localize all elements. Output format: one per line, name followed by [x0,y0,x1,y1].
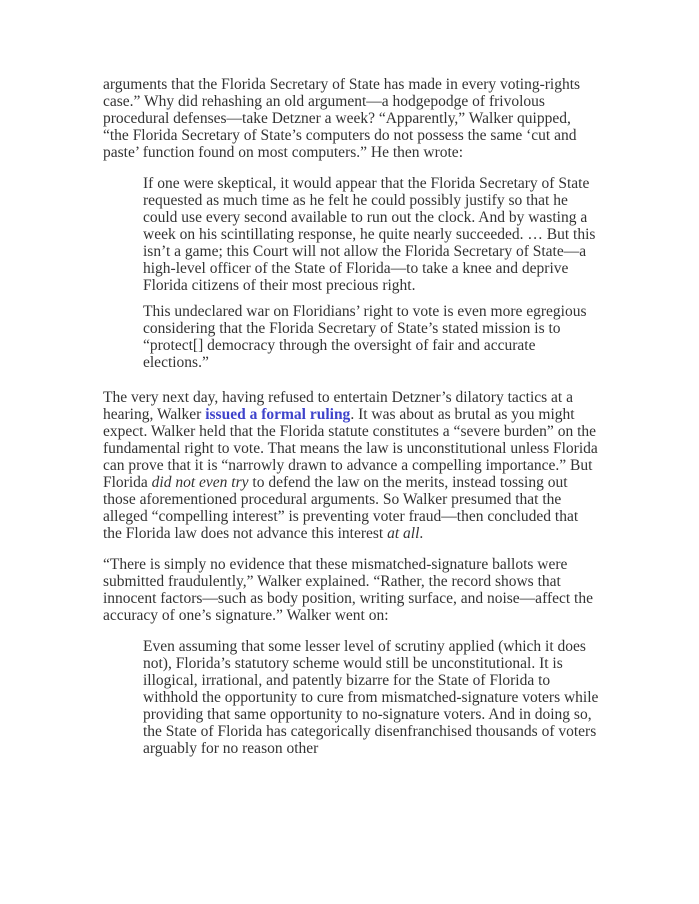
emphasis-text: did not even try [151,474,249,491]
blockquote-paragraph [143,175,600,294]
paragraph [103,76,600,161]
text-run: “There is simply no evidence that these mismatched-signature ballots were submitted fraudulently,” Walker explained. “Rather, the record shows that innocent factors—such as body position, writing surface, and noise—affect the accuracy of one’s signature.” Walker went on: [103,556,593,624]
text-run: to defend the law on the merits, instead tossing out those aforementioned procedural arguments. So Walker presumed that the alleged “compelling interest” is preventing voter fraud—then concluded that the Florida law does not advance this interest [103,474,579,542]
blockquote-paragraph [143,638,600,757]
blockquote-paragraph [143,303,600,371]
emphasis-text: at all [387,525,420,542]
text-run: Even assuming that some lesser level of scrutiny applied (which it does not), Florida’s statutory scheme would still be unconstitutional. It is illogical, irrational, and patently bizarre for the State of Florida to withhold the opportunity to cure from mismatched-signature voters while providing that same opportunity to no-signature voters. And in doing so, the State of Florida has categorically disenfranchised thousands of voters arguably for no reason other [143,638,599,757]
text-run: . It was about as brutal as you might expect. Walker held that the Florida statute constitutes a “severe burden” on the fundamental right to vote. That means the law is unconstitutional unless Florida can prove that it is “narrowly drawn to advance a compelling importance.” But Florida [103,406,598,491]
text-run: The very next day, having refused to entertain Detzner’s dilatory tactics at a hearing, Walker [103,389,573,423]
formal-ruling-link[interactable]: issued a formal ruling [205,406,351,423]
paragraph [103,556,600,624]
text-run: arguments that the Florida Secretary of State has made in every voting-rights case.” Why did rehashing an old argument—a hodgepodge of frivolous procedural defenses—take Detzner a week? “Apparently,” Walker quipped, “the Florida Secretary of State’s computers do not possess the same ‘cut and paste’ function found on most computers.” He then wrote: [103,76,581,161]
text-run: This undeclared war on Floridians’ right to vote is even more egregious considering that the Florida Secretary of State’s stated mission is to “protect[] democracy through the oversight of fair and accurate elections.” [143,303,587,371]
text-run: . [419,525,424,542]
paragraph [103,389,600,542]
text-run: If one were skeptical, it would appear that the Florida Secretary of State requested as much time as he felt he could possibly justify so that he could use every second available to run out the clock. And by wasting a week on his scintillating response, he quite nearly succeeded. … But this isn’t a game; this Court will not allow the Florida Secretary of State—a high-level officer of the State of Florida—to take a knee and deprive Florida citizens of their most precious right. [143,175,596,294]
